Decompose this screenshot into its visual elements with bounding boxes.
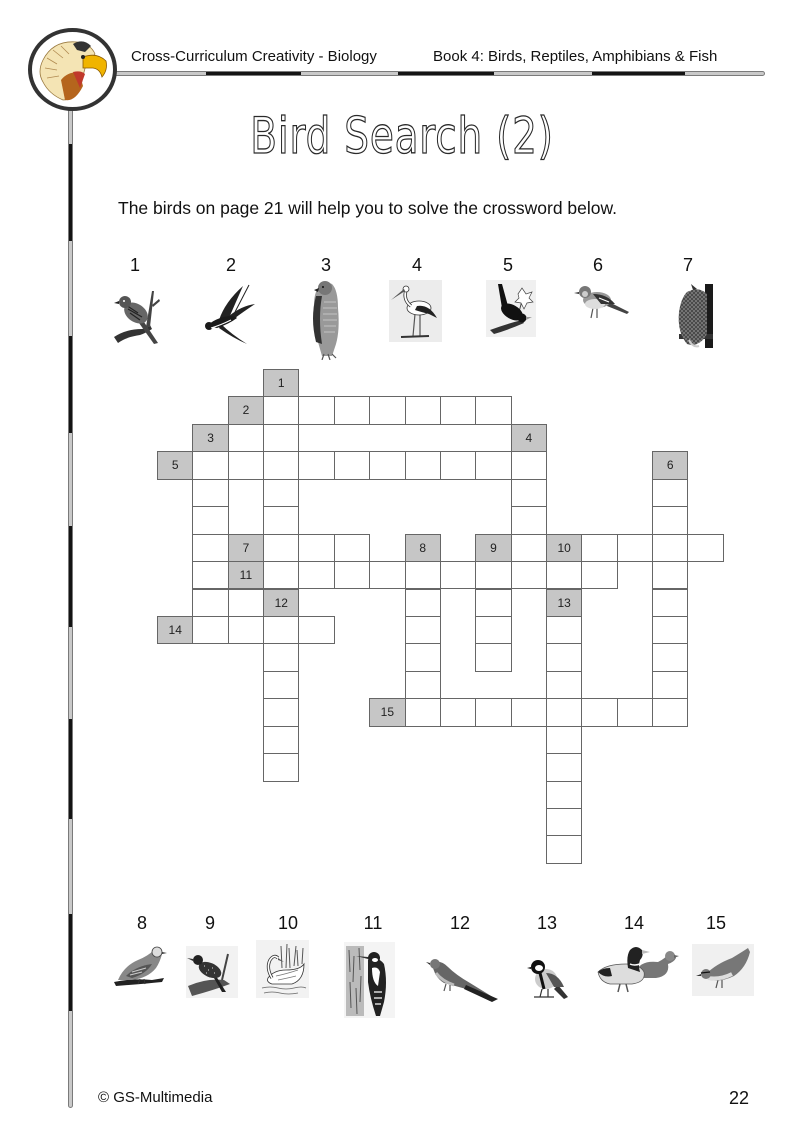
- bird-image-stork: [389, 280, 442, 342]
- answer-cell[interactable]: [511, 479, 547, 507]
- answer-cell[interactable]: [192, 506, 228, 534]
- answer-cell[interactable]: [475, 561, 511, 589]
- answer-cell[interactable]: [298, 616, 334, 644]
- answer-cell[interactable]: [192, 479, 228, 507]
- bird-number-label: 5: [502, 255, 513, 275]
- bird-image-starling: [186, 946, 238, 998]
- answer-cell[interactable]: [546, 808, 582, 836]
- answer-cell[interactable]: [298, 561, 334, 589]
- answer-cell[interactable]: [440, 451, 476, 479]
- answer-cell[interactable]: [263, 506, 299, 534]
- answer-cell[interactable]: [334, 561, 370, 589]
- answer-cell[interactable]: [334, 451, 370, 479]
- answer-cell[interactable]: [546, 561, 582, 589]
- answer-cell[interactable]: [263, 616, 299, 644]
- answer-cell[interactable]: [687, 534, 723, 562]
- answer-cell[interactable]: [652, 671, 688, 699]
- bird-number-label: 6: [592, 255, 603, 275]
- clue-number-cell: 9: [475, 534, 511, 562]
- clue-number-cell: 2: [228, 396, 264, 424]
- answer-cell[interactable]: [581, 698, 617, 726]
- bird-number-label: 14: [623, 913, 645, 933]
- clue-number-cell: 1: [263, 369, 299, 397]
- answer-cell[interactable]: [511, 698, 547, 726]
- answer-cell[interactable]: [405, 616, 441, 644]
- bird-number-label: 1: [129, 255, 140, 275]
- answer-cell[interactable]: [369, 451, 405, 479]
- left-margin-ruler: [68, 110, 73, 1108]
- answer-cell[interactable]: [334, 396, 370, 424]
- answer-cell[interactable]: [475, 589, 511, 617]
- answer-cell[interactable]: [652, 506, 688, 534]
- clue-number-cell: 14: [157, 616, 193, 644]
- bird-image-nuthatch: [692, 944, 754, 996]
- header-ruler: [113, 71, 765, 76]
- answer-cell[interactable]: [228, 616, 264, 644]
- answer-cell[interactable]: [228, 589, 264, 617]
- page-title: Bird Search (2): [250, 107, 554, 165]
- answer-cell[interactable]: [511, 534, 547, 562]
- answer-cell[interactable]: [617, 534, 653, 562]
- clue-number-cell: 6: [652, 451, 688, 479]
- clue-number-cell: 8: [405, 534, 441, 562]
- answer-cell[interactable]: [228, 451, 264, 479]
- answer-cell[interactable]: [511, 561, 547, 589]
- bird-image-chaffinch: [571, 282, 631, 322]
- eagle-logo-icon: [27, 28, 118, 111]
- clue-number-cell: 11: [228, 561, 264, 589]
- answer-cell[interactable]: [192, 561, 228, 589]
- clue-number-cell: 3: [192, 424, 228, 452]
- answer-cell[interactable]: [652, 534, 688, 562]
- bird-image-owl: [669, 282, 719, 350]
- copyright-text: © GS-Multimedia: [98, 1089, 213, 1106]
- bird-number-label: 11: [363, 913, 383, 933]
- answer-cell[interactable]: [546, 643, 582, 671]
- answer-cell[interactable]: [192, 534, 228, 562]
- answer-cell[interactable]: [228, 424, 264, 452]
- answer-cell[interactable]: [546, 671, 582, 699]
- answer-cell[interactable]: [546, 781, 582, 809]
- answer-cell[interactable]: [298, 451, 334, 479]
- answer-cell[interactable]: [440, 396, 476, 424]
- answer-cell[interactable]: [263, 479, 299, 507]
- bird-image-swallow: [199, 282, 256, 346]
- answer-cell[interactable]: [652, 643, 688, 671]
- bird-number-label: 10: [277, 913, 299, 933]
- answer-cell[interactable]: [405, 396, 441, 424]
- answer-cell[interactable]: [511, 506, 547, 534]
- answer-cell[interactable]: [405, 643, 441, 671]
- answer-cell[interactable]: [475, 698, 511, 726]
- answer-cell[interactable]: [475, 616, 511, 644]
- answer-cell[interactable]: [652, 616, 688, 644]
- answer-cell[interactable]: [263, 424, 299, 452]
- answer-cell[interactable]: [263, 726, 299, 754]
- answer-cell[interactable]: [405, 589, 441, 617]
- answer-cell[interactable]: [192, 451, 228, 479]
- answer-cell[interactable]: [263, 671, 299, 699]
- header-series-title: Cross-Curriculum Creativity - Biology: [131, 48, 377, 65]
- answer-cell[interactable]: [263, 698, 299, 726]
- answer-cell[interactable]: [263, 753, 299, 781]
- answer-cell[interactable]: [263, 561, 299, 589]
- answer-cell[interactable]: [475, 396, 511, 424]
- clue-number-cell: 15: [369, 698, 405, 726]
- bird-image-bunting: [112, 285, 166, 345]
- bird-image-blackbird: [486, 280, 536, 337]
- bird-image-hawk: [308, 278, 344, 360]
- answer-cell[interactable]: [192, 589, 228, 617]
- answer-cell[interactable]: [263, 534, 299, 562]
- answer-cell[interactable]: [652, 698, 688, 726]
- answer-cell[interactable]: [263, 451, 299, 479]
- bird-number-label: 9: [204, 913, 215, 933]
- header-book-title: Book 4: Birds, Reptiles, Amphibians & Fish: [433, 48, 718, 65]
- answer-cell[interactable]: [440, 561, 476, 589]
- bird-image-swan: [256, 940, 309, 998]
- answer-cell[interactable]: [440, 698, 476, 726]
- answer-cell[interactable]: [546, 616, 582, 644]
- clue-number-cell: 10: [546, 534, 582, 562]
- crossword-grid: [157, 369, 727, 869]
- bird-number-label: 8: [136, 913, 147, 933]
- answer-cell[interactable]: [405, 698, 441, 726]
- instruction-text: The birds on page 21 will help you to solve the crossword below.: [118, 198, 618, 218]
- answer-cell[interactable]: [546, 698, 582, 726]
- answer-cell[interactable]: [263, 643, 299, 671]
- bird-image-dove: [112, 942, 168, 990]
- answer-cell[interactable]: [369, 561, 405, 589]
- bird-number-label: 7: [682, 255, 693, 275]
- answer-cell[interactable]: [369, 396, 405, 424]
- clue-number-cell: 13: [546, 589, 582, 617]
- bird-number-label: 13: [536, 913, 558, 933]
- answer-cell[interactable]: [511, 451, 547, 479]
- answer-cell[interactable]: [652, 479, 688, 507]
- bird-image-woodpecker: [344, 942, 395, 1018]
- answer-cell[interactable]: [263, 396, 299, 424]
- answer-cell[interactable]: [405, 671, 441, 699]
- answer-cell[interactable]: [581, 561, 617, 589]
- bird-number-label: 4: [411, 255, 422, 275]
- answer-cell[interactable]: [546, 753, 582, 781]
- bird-number-label: 15: [705, 913, 727, 933]
- answer-cell[interactable]: [298, 396, 334, 424]
- bird-number-label: 3: [320, 255, 331, 275]
- answer-cell[interactable]: [298, 534, 334, 562]
- answer-cell[interactable]: [192, 616, 228, 644]
- answer-cell[interactable]: [546, 835, 582, 863]
- answer-cell[interactable]: [405, 561, 441, 589]
- answer-cell[interactable]: [581, 534, 617, 562]
- clue-number-cell: 7: [228, 534, 264, 562]
- answer-cell[interactable]: [652, 589, 688, 617]
- answer-cell[interactable]: [334, 534, 370, 562]
- bird-number-label: 2: [225, 255, 236, 275]
- clue-number-cell: 4: [511, 424, 547, 452]
- clue-number-cell: 5: [157, 451, 193, 479]
- bird-image-mallards: [596, 942, 679, 994]
- answer-cell[interactable]: [475, 451, 511, 479]
- bird-image-cuckoo: [426, 955, 499, 1003]
- answer-cell[interactable]: [652, 561, 688, 589]
- answer-cell[interactable]: [617, 698, 653, 726]
- answer-cell[interactable]: [546, 726, 582, 754]
- answer-cell[interactable]: [475, 643, 511, 671]
- bird-image-great-tit: [524, 955, 571, 1001]
- bird-number-label: 12: [449, 913, 471, 933]
- page-number: 22: [728, 1088, 749, 1108]
- answer-cell[interactable]: [405, 451, 441, 479]
- clue-number-cell: 12: [263, 589, 299, 617]
